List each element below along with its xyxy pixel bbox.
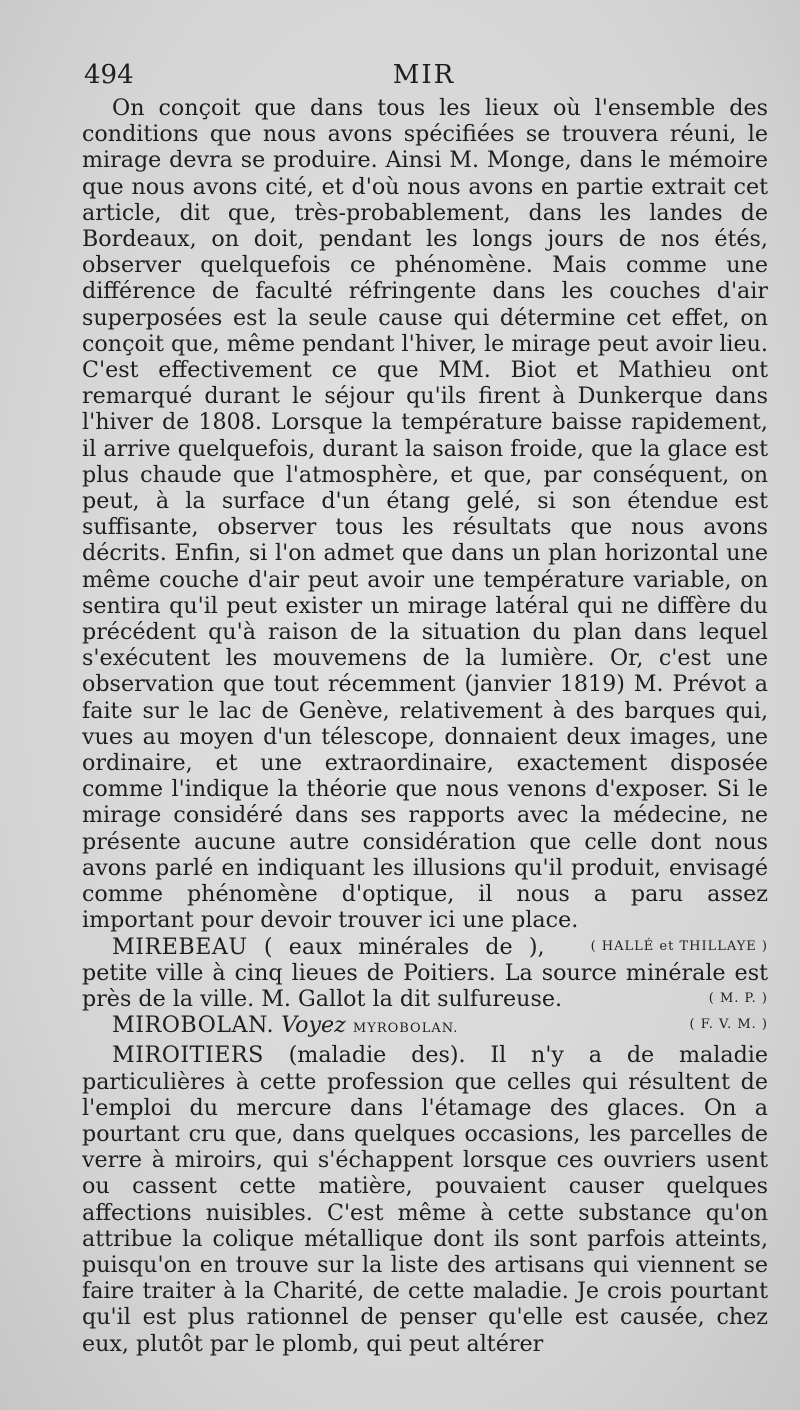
author-signature: ( M. P. ) [708,990,768,1006]
author-signature: ( F. V. M. ) [689,1017,768,1033]
page-body [82,95,768,1357]
entry-text: (maladie des). Il n'y a de maladie particulières à cette profession que celles qui résultent de l'emploi du mercure dans l'étamage des glaces. On a pourtant cru que, dans quelques occasions, les parcelles de verre à miroirs, qui s'échappent lorsque ces ouvriers usent ou cassent cette matière, pouvaient causer quelques affections nuisibles. C'est même à cette substance qu'on attribue la colique métallique dont ils sont parfois atteints, puisqu'on en trouve sur la liste des artisans qui viennent se faire traiter à la Charité, de cette maladie. Je crois pourtant qu'il est plus rationnel de penser qu'elle est causée, chez eux, plutôt par le plomb, qui peut altérer [82,1042,768,1357]
entry-text: ( eaux minérales de ), petite ville à cinq lieues de Poitiers. La source minérale est près de la ville. M. Gallot la dit sulfureuse. [82,933,768,1012]
paragraph-mirage-text: On conçoit que dans tous les lieux où l'ensemble des conditions que nous avons spécifiées se trouvera réuni, le mirage devra se produire. Ainsi M. Monge, dans le mémoire que nous avons cité, et d'où nous avons en partie extrait cet article, dit que, très-probablement, dans les landes de Bordeaux, on doit, pendant les longs jours de nos étés, observer quelquefois ce phénomène. Mais comme une différence de faculté réfringente dans les couches d'air superposées est la seule cause qui détermine cet effet, on conçoit que, même pendant l'hiver, le mirage peut avoir lieu. C'est effectivement ce que MM. Biot et Mathieu ont remarqué durant le séjour qu'ils firent à Dunkerque dans l'hiver de 1808. Lorsque la température baisse rapidement, il arrive quelquefois, durant la saison froide, que la glace est plus chaude que l'atmosphère, et que, par conséquent, on peut, à la surface d'un étang gelé, si son étendue est suffisante, observer tous les résultats que nous avons décrits. Enfin, si l'on admet que dans un plan horizontal une même couche d'air peut avoir une température variable, on sentira qu'il peut exister un mirage latéral qui ne diffère du précédent qu'à raison de la situation du plan dans lequel s'exécutent les mouvemens de la lumière. Or, c'est une observation que tout récemment (janvier 1819) M. Prévot a faite sur le lac de Genève, relativement à des barques qui, vues au moyen d'un télescope, donnaient deux images, une ordinaire, et une extraordinaire, exactement disposée comme l'indique la théorie que nous venons d'exposer. Si le mirage considéré dans ses rapports avec la médecine, ne présente aucune autre considération que celle dont nous avons parlé en indiquant les illusions qu'il produit, envisagé comme phénomène d'optique, il nous a paru assez important pour devoir trouver ici une place. [82,95,768,934]
entry-miroitiers [82,1042,768,1356]
entry-mirobolan [82,1012,768,1042]
entry-headword: MIROBOLAN. [112,1012,275,1039]
author-signature: ( HALLÉ et THILLAYE ) [590,938,768,954]
page-header [84,58,764,92]
running-head: MIR [392,60,456,90]
entry-headword: MIROITIERS [112,1042,264,1069]
cross-reference-target: MYROBOLAN. [352,1021,459,1037]
entry-headword: MIREBEAU [112,933,248,960]
page-number: 494 [84,60,134,90]
cross-reference-voyez: Voyez [281,1012,346,1039]
